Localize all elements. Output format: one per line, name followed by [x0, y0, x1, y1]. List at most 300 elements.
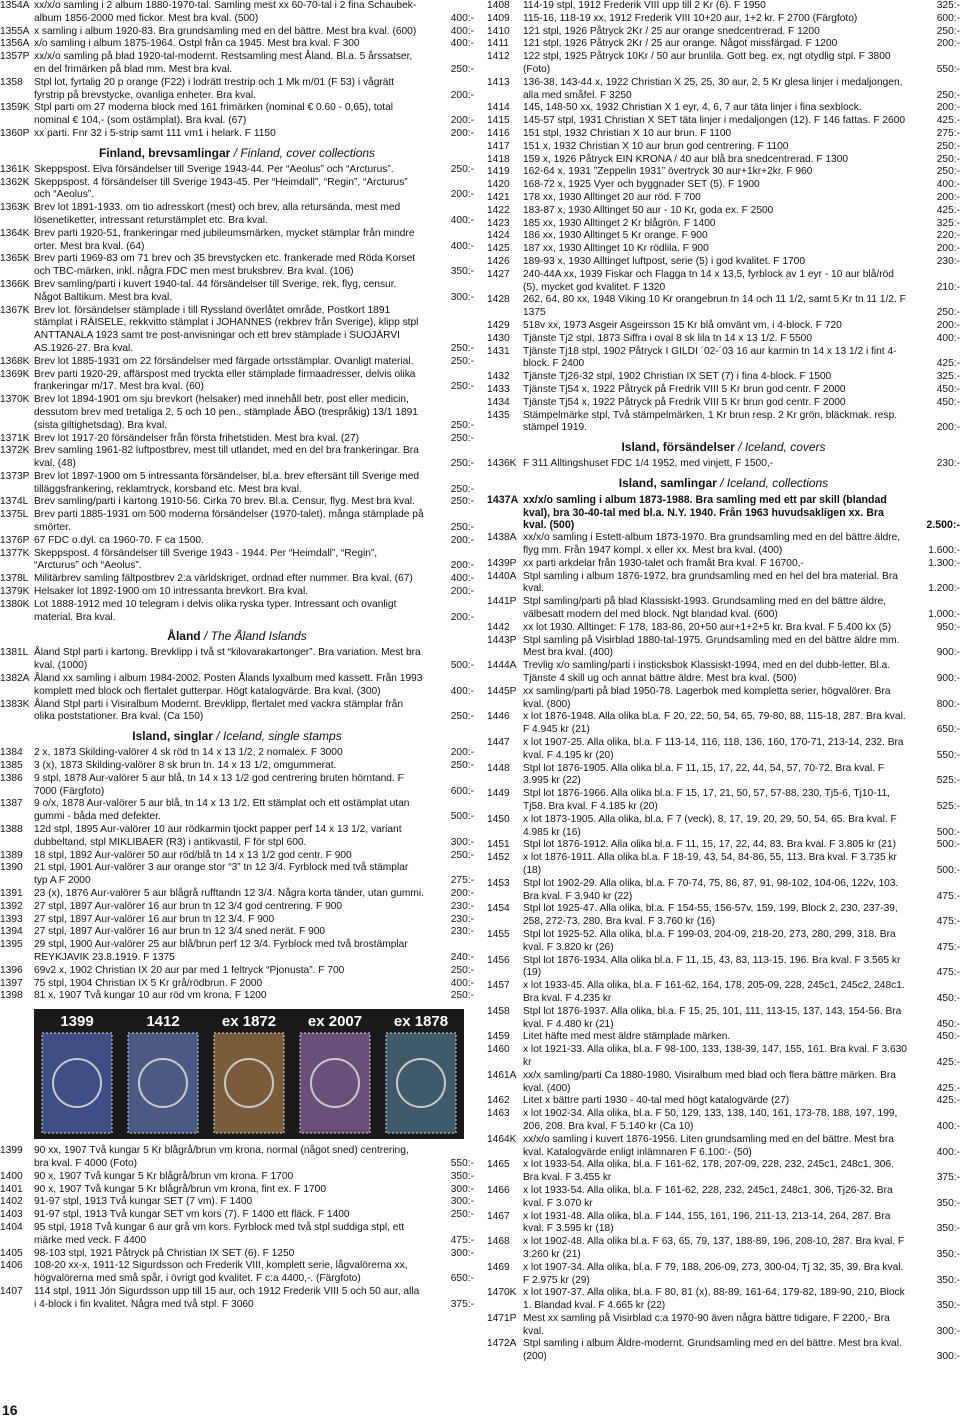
lot-description: 27 stpl, 1897 Aur-valörer 16 aur brun tn 12 3/4 sned nerät. F 900	[34, 926, 326, 938]
lot-description: 21 stpl, 1901 Aur-valörer 3 aur orange stor “3” tn 12 3/4. Fyrblock med två stämplar typ A F 2000	[34, 862, 409, 887]
lot-description: Stpl lot 1902-29. Alla olika, bl.a. F 70-74, 75, 86, 87, 91, 98-102, 104-06, 122v, 103. Bra kval. F 3.940 kr (22)	[523, 877, 899, 902]
lot-description: Brev parti 1969-83 om 71 brev och 35 brevstycken etc. frankerade med Röda Korset och TBC-märken, inkl. några FDC men mest bruksbrev. Bra kval. (106)	[34, 253, 416, 278]
lot-row	[487, 929, 960, 955]
lot-price: 200:-	[936, 38, 960, 50]
lot-description: 90 xx, 1907 Två kungar 5 Kr blågrå/brun vm krona, normal (något sned) centrering, bra kval. F 4000 (Foto)	[34, 1145, 409, 1169]
section-heading-sv: Finland, brevsamlingar	[98, 145, 231, 160]
lot-number: 1374L	[0, 496, 29, 508]
lot-number: 1414	[487, 102, 510, 114]
lot-description: Stpl lot 1876-1905. Alla olika bl.a. F 11, 15, 17, 22, 44, 54, 57, 70-72. Bra kval. F 3.995 kr (22)	[523, 762, 885, 787]
lot-number: 1452	[487, 852, 510, 864]
lot-row	[0, 509, 474, 535]
lot-row	[0, 939, 474, 965]
lot-row	[487, 384, 960, 397]
lot-description: xx/x/o samling i 2 album 1880-1970-tal. Samling mest xx 60-70-tal i 2 fina Schaubek-album 1856-2000 med fickor. Mest bra kval. (500)	[34, 0, 417, 24]
lot-number: 1359K	[0, 102, 30, 114]
stamp-photo-label: ex 2007	[307, 1013, 363, 1031]
lot-price: 250:-	[450, 522, 474, 534]
lot-price: 200:-	[450, 611, 474, 623]
lot-row	[487, 686, 960, 712]
lot-number: 1469	[487, 1261, 510, 1273]
lot-row	[0, 914, 474, 927]
lot-number: 1423	[487, 217, 510, 229]
lot-description: 187 xx, 1930 Alltinget 10 Kr rödlila. F 900	[523, 243, 709, 255]
lot-number: 1446	[487, 711, 510, 723]
lot-description: Litet häfte med mest äldre stämplade märken.	[523, 1031, 731, 1043]
lot-description: Brev lot. försändelser stämplade i till Ryssland överlåtet område, Postkort 1891 stämplat i RÄISELE, rekkvitto stämplat i JOHANNES (rekbrev från Sverige), klipp stpl ANTTANALA 1923 samt tre post-anvisningar och ett brev stämplade i SUOJÄRVI AS.1926-27. Bra kval.	[34, 304, 419, 354]
lot-number: 1377K	[0, 547, 30, 559]
lot-row	[0, 673, 474, 699]
lot-number: 1435	[487, 409, 510, 421]
lot-description: 69v2 x, 1902 Christian IX 20 aur par med 1 feltryck “Pjonusta”. F 700	[34, 964, 345, 976]
lot-number: 1421	[487, 191, 510, 203]
lot-price: 200:-	[936, 319, 960, 331]
lot-price: 250:-	[450, 964, 474, 976]
lot-row	[0, 433, 474, 446]
lot-number: 1407	[0, 1285, 23, 1297]
lot-description: 189-93 x, 1930 Alltinget luftpost, serie (5) i god kvalitet. F 1700	[523, 255, 806, 267]
lot-description: x/o samling i album 1875-1964. Ostpl från ca 1945. Mest bra kval. F 300	[34, 38, 360, 50]
lot-price: 500:-	[450, 660, 474, 672]
lot-row	[0, 128, 474, 141]
lot-price: 900:-	[936, 647, 960, 659]
lot-price: 200:-	[936, 102, 960, 114]
lot-description: 2 x, 1873 Skilding-valörer 4 sk röd tn 14 x 13 1/2, 2 nomalex. F 3000	[34, 747, 343, 759]
lot-price: 1.000:-	[928, 609, 960, 621]
lot-row	[0, 798, 474, 824]
lot-number: 1360P	[0, 127, 30, 139]
lot-row	[487, 205, 960, 218]
lot-description: x lot 1931-48. Alla olika, bl.a. F 144, 155, 161, 196, 211-13, 213-14, 264, 287. Bra kval. F 3.595 kr (18)	[523, 1210, 891, 1235]
lot-number: 1394	[0, 926, 23, 938]
section-heading-en: Finland, cover collections	[240, 145, 376, 160]
lot-description: 151 stpl, 1932 Christian X 10 aur brun. F 1100	[523, 127, 732, 139]
lot-price: 210:-	[936, 281, 960, 293]
lot-price: 400:-	[936, 332, 960, 344]
lot-price: 250:-	[450, 760, 474, 772]
lot-number: 1416	[487, 127, 510, 139]
lot-description: xx lot 1930. Alltinget: F 178, 183-86, 20+50 aur+1+2+5 kr. Bra kval. F 5.400 kx (5)	[523, 621, 892, 633]
lot-description: Stpl samling i album 1876-1972, bra grundsamling med en hel del bra material. Bra kval.	[523, 570, 898, 595]
lot-description: Lot 1888-1912 med 10 telegram i delvis olika ryska typer. Intressant och ovanligt material. Bra kval.	[34, 598, 397, 623]
lot-row	[0, 901, 474, 914]
lot-price: 375:-	[936, 1172, 960, 1184]
lot-price: 425:-	[936, 1095, 960, 1107]
lot-row	[487, 1031, 960, 1044]
lot-price: 650:-	[450, 1273, 474, 1285]
lot-number: 1412	[487, 51, 510, 63]
lot-price: 425:-	[936, 1082, 960, 1094]
lot-description: xx/x samling/parti Ca 1880-1980. Visiralbum med blad och flera bättre märken. Bra kval. (400)	[523, 1069, 896, 1094]
lot-price: 200:-	[450, 586, 474, 598]
lot-description: Trevlig x/o samling/parti i insticksbok Klassiskt-1994, med en del dubb-letter. Bl.a. Tjänste 4 skill ug och annat bättre äldre. Mest bra kval. (500)	[523, 660, 891, 685]
lot-row	[487, 980, 960, 1006]
lot-row	[0, 773, 474, 799]
lot-number: 1355A	[0, 25, 30, 37]
lot-price: 500:-	[450, 811, 474, 823]
lot-description: 262, 64, 80 xx, 1948 Viking 10 Kr orangebrun tn 14 och 11 1/2, samt 5 Kr tn 11 1/2. F 1375	[523, 294, 906, 319]
lot-row	[487, 77, 960, 103]
lot-row	[0, 369, 474, 395]
lot-number: 1386	[0, 772, 23, 784]
lot-number: 1385	[0, 760, 23, 772]
lot-price: 250:-	[450, 419, 474, 431]
lot-price: 600:-	[936, 12, 960, 24]
lot-number: 1363K	[0, 202, 30, 214]
lot-number: 1399	[0, 1145, 23, 1157]
lot-description: Brev parti 1920-51, frankeringar med jubileumsmärken, mycket stämplar från mindre orter. Mest bra kval. (64)	[34, 227, 415, 252]
lot-description: Brev lot 1891-1933. om tio adresskort (mest) och brev, alla retursända, mest med lösenetiketter, intressant returstämplet etc. Bra kval.	[34, 202, 401, 226]
lot-description: 91-97 stpl, 1913 Två kungar SET vm kors (7). F 1400 ett fläck. F 1400	[34, 1209, 350, 1221]
lot-number: 1371K	[0, 432, 30, 444]
lot-row	[487, 294, 960, 320]
lot-number: 1413	[487, 76, 510, 88]
lot-description: 186 xx, 1930 Alltinget 5 Kr orange. F 900	[523, 230, 708, 242]
lot-price: 300:-	[450, 291, 474, 303]
lot-row	[487, 0, 960, 13]
lot-number: 1358	[0, 76, 23, 88]
section-heading-en: The Åland Islands	[210, 629, 307, 644]
lot-row	[0, 926, 474, 939]
lot-row	[0, 990, 474, 1003]
lot-row	[487, 410, 960, 436]
lot-description: Brev samling/parti i kuvert 1940-tal. 44 försändelser till Sverige, rek, flyg, censur. Något Baltikum. Mest bra kval.	[34, 278, 397, 303]
lot-row	[487, 878, 960, 904]
lot-description: Brev lot 1917-20 försändelser från första frihetstiden. Mest bra kval. (27)	[34, 432, 360, 444]
lot-price: 550:-	[450, 1157, 474, 1169]
lot-number: 1411	[487, 38, 509, 50]
lot-price: 500:-	[936, 839, 960, 851]
lot-number: 1384	[0, 747, 23, 759]
lot-number: 1472A	[487, 1338, 517, 1350]
lot-row	[0, 1196, 474, 1209]
lot-price: 250:-	[450, 163, 474, 175]
lot-price: 250:-	[450, 63, 474, 75]
lot-row	[487, 955, 960, 981]
stamp-photo-label: ex 1878	[393, 1013, 449, 1031]
lot-price: 475:-	[936, 967, 960, 979]
lot-row	[0, 279, 474, 305]
lot-number: 1392	[0, 900, 23, 912]
lot-price: 450:-	[936, 1018, 960, 1030]
lot-number: 1381L	[0, 647, 29, 659]
lot-description: xx parti. Fnr 32 i 5-strip samt 111 vm1 i helark. F 1150	[34, 127, 276, 139]
lot-row	[0, 965, 474, 978]
lot-description: 145-57 stpl, 1931 Christian X SET täta linjer i medaljongen (12). F 146 fattas. F 2600	[523, 115, 906, 127]
lot-description: Stpl samling/parti på blad Klassiskt-1993. Grundsamling med en del bättre äldre, välbesatt modern del med block. Ngt blandad kval. (600)	[523, 596, 886, 621]
stamp-photo-label: 1399	[60, 1013, 94, 1031]
lot-description: 240-44A xx, 1939 Fiskar och Flagga tn 14 x 13,5, fyrblock av 1 eyr - 10 aur blå/röd (5), mycket god kvalitet. F 1320	[523, 268, 894, 293]
lot-number: 1444A	[487, 660, 517, 672]
lot-number: 1460	[487, 1044, 510, 1056]
lot-row	[0, 77, 474, 103]
lot-row	[0, 1171, 474, 1184]
lot-description: 9 o/x, 1878 Aur-valörer 5 aur blå, tn 14 x 13 1/2. Ett stämplat och ett ostämplat utan gummi - båda med defekter.	[34, 798, 410, 823]
lot-description: Tjänste Tj2 stpl, 1873 Siffra i oval 8 sk lila tn 14 x 13 1/2. F 5500	[523, 332, 812, 344]
lot-price: 230:-	[450, 913, 474, 925]
lot-number: 1408	[487, 0, 510, 11]
lot-number: 1373P	[0, 470, 30, 482]
lot-row	[487, 397, 960, 410]
lot-number: 1366K	[0, 278, 30, 290]
lot-number: 1403	[0, 1209, 23, 1221]
lot-row	[487, 141, 960, 154]
lot-price: 400:-	[450, 12, 474, 24]
lot-price: 375:-	[450, 1298, 474, 1310]
lot-price: 525:-	[936, 801, 960, 813]
lot-description: Stpl lot 1876-1934. Alla olika bl.a. F 11, 15, 43, 83, 113-15, 196. Bra kval. F 3.565 kr (19)	[523, 954, 901, 979]
lot-row	[0, 356, 474, 369]
lot-number: 1466	[487, 1184, 510, 1196]
lot-price: 400:-	[450, 214, 474, 226]
lot-number: 1465	[487, 1159, 510, 1171]
lot-price: 400:-	[936, 1146, 960, 1158]
section-heading-sv: Åland	[167, 629, 201, 644]
lot-row	[487, 218, 960, 231]
lot-price: 300:-	[936, 1351, 960, 1363]
lot-row	[487, 1287, 960, 1313]
lot-number: 1387	[0, 798, 23, 810]
lot-row	[487, 230, 960, 243]
lot-row	[0, 1286, 474, 1312]
section-heading-en: Iceland, collections	[726, 475, 829, 490]
lot-price: 250:-	[936, 166, 960, 178]
lot-row	[0, 1145, 474, 1171]
lot-row	[487, 166, 960, 179]
lot-number: 1431	[487, 345, 510, 357]
lot-row	[487, 256, 960, 269]
lot-row	[0, 305, 474, 356]
lot-price: 475:-	[936, 890, 960, 902]
section-heading: Island, samlingar / Iceland, collections	[618, 475, 829, 490]
lot-row	[0, 102, 474, 128]
lot-price: 400:-	[450, 38, 474, 50]
lot-row	[487, 38, 960, 51]
lot-row	[487, 1044, 960, 1070]
lot-description: xx/x/o samling i album 1873-1988. Bra samling med ett par skill (blandad kval), bra 30-40-tal med bl.a. N.Y. 1940. Från 1963 huvudsakligen xx. Bra kval. (500)	[523, 493, 887, 532]
stamp-photo-label: 1412	[146, 1013, 180, 1031]
lot-number: 1401	[0, 1183, 23, 1195]
lot-number: 1450	[487, 813, 510, 825]
lot-description: 95 stpl, 1918 Två kungar 6 aur grå vm kors. Fyrblock med två stpl suddiga stpl, ett märke med veck. F 4400	[34, 1221, 405, 1246]
lot-description: x lot 1933-54. Alla olika, bl.a. F 161-62, 228, 232, 245c1, 248c1, 306, Tj26-32. Bra kval. F 3.070 kr	[523, 1184, 893, 1209]
lot-description: 27 stpl, 1897 Aur-valörer 16 aur brun tn 12 3/4. F 900	[34, 913, 275, 925]
lot-row	[487, 1185, 960, 1211]
lot-row	[487, 1108, 960, 1134]
lot-number: 1419	[487, 166, 510, 178]
lot-price: 350:-	[450, 266, 474, 278]
lot-row	[487, 596, 960, 622]
lot-row	[0, 253, 474, 279]
lot-number: 1415	[487, 115, 510, 127]
lot-number: 1448	[487, 762, 510, 774]
lot-row	[0, 496, 474, 509]
lot-row	[487, 115, 960, 128]
lot-number: 1438A	[487, 532, 517, 544]
lot-price: 250:-	[450, 496, 474, 508]
lot-description: x lot 1902-48. Alla olika bl.a. F 63, 65, 79, 137, 188-89, 196, 208-10, 287. Bra kval. F 3.260 kr (21)	[523, 1236, 905, 1260]
lot-description: Stämpelmärke stpl, Två stämpelmärken, 1 Kr brun resp. 2 Kr grön, bläckmak. resp. stämpel 1919.	[523, 409, 898, 434]
lot-row	[487, 154, 960, 167]
lot-description: Åland Stpl parti i kartong. Brevklipp i två st “kilovarakartonger”. Bra variation. Mest bra kval. (1000)	[34, 647, 421, 672]
lot-row	[0, 862, 474, 888]
lot-number: 1379K	[0, 586, 30, 598]
lot-description: Tjänste Tj54 x, 1922 Påtryck på Fredrik VIII 5 Kr brun god centr. F 2000	[523, 396, 846, 408]
lot-number: 1458	[487, 1005, 510, 1017]
lot-description: Åland Stpl parti i Visiralbum Modernt. Brevklipp, flertalet med vackra stämplar från olika poststationer. Bra kval. (Ca 150)	[34, 698, 403, 723]
lot-price: 240:-	[450, 951, 474, 963]
lot-price: 250:-	[936, 307, 960, 319]
lot-row	[0, 978, 474, 991]
lot-number: 1440A	[487, 570, 517, 582]
lot-row	[0, 26, 474, 39]
lot-number: 1429	[487, 319, 510, 331]
lot-number: 1439P	[487, 557, 517, 569]
lot-row	[487, 51, 960, 77]
lot-price: 200:-	[450, 115, 474, 127]
lot-number: 1367K	[0, 304, 30, 316]
lot-number: 1365K	[0, 253, 30, 265]
lot-price: 200:-	[450, 747, 474, 759]
lot-row	[487, 903, 960, 929]
lot-number: 1449	[487, 788, 510, 800]
lot-number: 1354A	[0, 0, 30, 11]
lot-description: Tjänste Tj18 stpl, 1902 Påtryck I GILDI ´02-´03 16 aur karmin tn 14 x 13 1/2 i fint 4-block. F 2400	[523, 345, 897, 370]
lot-price: 300:-	[450, 1247, 474, 1259]
left-column	[0, 0, 474, 1312]
lot-description: Stpl lot, fyrtalig 20 p orange (F22) i lodrätt trestrip och 1 Mk m/01 (F 53) i vågrätt fyrstrip på brevstycke, ovanliga enheter. Bra kval.	[34, 76, 395, 101]
lot-number: 1454	[487, 903, 510, 915]
lot-number: 1459	[487, 1031, 510, 1043]
lot-number: 1463	[487, 1108, 510, 1120]
lot-price: 350:-	[936, 1248, 960, 1260]
section-heading-sv: Island, försändelser	[621, 440, 735, 455]
lot-description: 114 stpl, 1911 Jón Sigurdsson upp till 15 aur, och 1912 Frederik VIII 5 och 50 aur, alla i 4-block i fin kvalitet. Några med två stpl. F 3060	[34, 1285, 420, 1310]
lot-price: 230:-	[936, 255, 960, 267]
lot-price: 650:-	[936, 724, 960, 736]
lot-description: Litet x bättre parti 1930 - 40-tal med högt katalogvärde (27)	[523, 1095, 790, 1107]
lot-price: 230:-	[936, 458, 960, 470]
lot-description: Skeppspost. Elva försändelser till Sverige 1943-44. Per “Aeolus” och “Arcturus”.	[34, 163, 394, 175]
lot-row	[487, 1070, 960, 1096]
lot-row	[0, 824, 474, 850]
lot-price: 325:-	[936, 371, 960, 383]
lot-row	[487, 1006, 960, 1032]
lot-number: 1361K	[0, 163, 30, 175]
lot-row	[487, 458, 960, 471]
lot-description: Brev lot 1897-1900 om 5 intressanta försändelser, bl.a. brev eftersänt till Sverige med tilläggsfrankering, reklamtryck, korsband etc. Mest bra kval.	[34, 470, 420, 495]
lot-row	[487, 763, 960, 789]
lot-description: 81 x, 1907 Två kungar 10 aur röd vm krona. F 1200	[34, 990, 267, 1002]
lot-description: 183-87 x, 1930 Alltinget 50 aur - 10 Kr, goda ex. F 2500	[523, 204, 774, 216]
lot-number: 1410	[487, 25, 510, 37]
lot-description: Stpl lot 1925-47. Alla olika, bl.a. F 154-55, 156-57v, 159, 199, Block 2, 230, 237-39, 258, 272-73, 280. Bra kval. F 3.760 kr (16)	[523, 903, 898, 928]
lot-number: 1400	[0, 1170, 23, 1182]
lot-price: 900:-	[936, 673, 960, 685]
lot-row	[0, 445, 474, 471]
lot-price: 450:-	[936, 992, 960, 1004]
lot-description: xx parti arkdelar från 1930-talet och framåt Bra kval. F 16700,-	[523, 557, 804, 569]
lot-description: 115-16, 118-19 xx, 1912 Frederik VIII 10+20 aur, 1+2 kr. F 2700 (Färgfoto)	[523, 12, 858, 24]
lot-number: 1393	[0, 913, 23, 925]
lot-price: 300:-	[450, 1196, 474, 1208]
lot-description: 121 stpl, 1926 Påtryck 2Kr / 25 aur orange snedcentrerad. F 1200	[523, 25, 820, 37]
lot-number: 1370K	[0, 394, 30, 406]
lot-row	[487, 1211, 960, 1237]
lot-description: Stpl samling på Visirblad 1880-tal-1975. Grundsamling med en del bättre äldre mm. Mest bra kval. (400)	[523, 634, 900, 659]
lot-description: Stpl samling i album Äldre-modernt. Grundsamling med en del bättre. Mest bra kval. (200)	[523, 1338, 902, 1363]
lot-number: 1434	[487, 396, 510, 408]
lot-description: 98-103 stpl, 1921 Påtryck på Christian IX SET (6). F 1250	[34, 1247, 295, 1259]
lot-number: 1443P	[487, 634, 517, 646]
lot-number: 1442	[487, 621, 510, 633]
lot-row	[0, 394, 474, 432]
lot-price: 475:-	[936, 916, 960, 928]
lot-number: 1356A	[0, 38, 30, 50]
lot-row	[0, 850, 474, 863]
lot-number: 1406	[0, 1260, 23, 1272]
lot-number: 1462	[487, 1095, 510, 1107]
lot-description: Skeppspost. 4 försändelser till Sverige 1943 - 1944. Per “Heimdall”, “Regin”, “Arcturus” och “Aeolus”.	[34, 547, 378, 572]
lot-price: 600:-	[450, 785, 474, 797]
lot-price: 425:-	[936, 358, 960, 370]
lot-description: xx/x/o samling på blad 1920-tal-modernt. Restsamling mest Åland. Bl.a. 5 årssatser, en del frimärken på blad mm. Mest bra kval.	[34, 51, 413, 75]
lot-number: 1455	[487, 928, 510, 940]
lot-price: 550:-	[936, 63, 960, 75]
lot-row	[0, 1260, 474, 1286]
lot-description: x lot 1907-37. Alla olika, bl.a. F 80, 81 (x), 88-89, 161-64, 179-82, 189-90, 210, Block 1. Blandad kval. F 4.665 kr (22)	[523, 1287, 905, 1312]
lot-row	[0, 1248, 474, 1261]
lot-price: 200:-	[936, 191, 960, 203]
lot-price: 300:-	[936, 1325, 960, 1337]
lot-row	[487, 1262, 960, 1288]
lot-price: 250:-	[450, 355, 474, 367]
lot-description: Stpl lot 1876-1912. Alla olika bl.a. F 11, 15, 17, 22, 44, 83. Bra kval. F 3.805 kr (21)	[523, 839, 897, 851]
lot-row	[0, 1209, 474, 1222]
lot-number: 1428	[487, 294, 510, 306]
lot-number: 1378L	[0, 573, 29, 585]
lot-description: x samling i album 1920-83. Bra grundsamling med en del bättre. Mest bra kval. (600)	[34, 25, 417, 37]
lot-row	[0, 164, 474, 177]
lot-description: 9 stpl, 1878 Aur-valörer 5 aur blå, tn 14 x 13 1/2 god centrering bruten hörntand. F 7000 (Färgfoto)	[34, 772, 404, 797]
lot-number: 1433	[487, 383, 510, 395]
lot-number: 1389	[0, 849, 23, 861]
lot-description: 518v xx, 1973 Asgeir Asgeirsson 15 Kr blå omvänt vm, i 4-block. F 720	[523, 319, 842, 331]
stamp-photo-label: ex 1872	[221, 1013, 277, 1031]
section-heading-en: Iceland, single stamps	[222, 729, 342, 744]
lot-description: Militärbrev samling fältpostbrev 2:a världskriget, ordnad efter nummer. Bra kval. (67)	[34, 573, 413, 585]
lot-description: x lot 1921-33. Alla olika, bl.a. F 98-100, 133, 138-39, 147, 155, 161. Bra kval. F 3.630 kr	[523, 1044, 907, 1068]
lot-price: 250:-	[450, 849, 474, 861]
lot-row	[0, 747, 474, 760]
lot-price: 450:-	[936, 383, 960, 395]
lot-price: 400:-	[450, 573, 474, 585]
lot-price: 425:-	[936, 1056, 960, 1068]
lot-row	[487, 1095, 960, 1108]
lot-number: 1424	[487, 230, 510, 242]
lot-row	[0, 548, 474, 574]
lot-price: 250:-	[936, 140, 960, 152]
lot-price: 350:-	[936, 1197, 960, 1209]
lot-number: 1418	[487, 153, 510, 165]
lot-price: 250:-	[450, 381, 474, 393]
lot-number: 1391	[0, 888, 23, 899]
lot-row	[487, 1159, 960, 1185]
lot-description: 121 stpl, 1926 Påtryck 2Kr / 25 aur orange. Något missfärgad. F 1200	[523, 38, 838, 50]
lot-description: Brev lot 1885-1931 om 22 försändelser med färgade ortsstämplar. Ovanligt material.	[34, 355, 414, 367]
lot-number: 1357P	[0, 51, 30, 63]
lot-description: Stpl lot 1925-52. Alla olika, bl.a. F 199-03, 204-09, 218-20, 273, 280, 299, 318. Bra kval. F 3.820 kr (26)	[523, 928, 896, 953]
